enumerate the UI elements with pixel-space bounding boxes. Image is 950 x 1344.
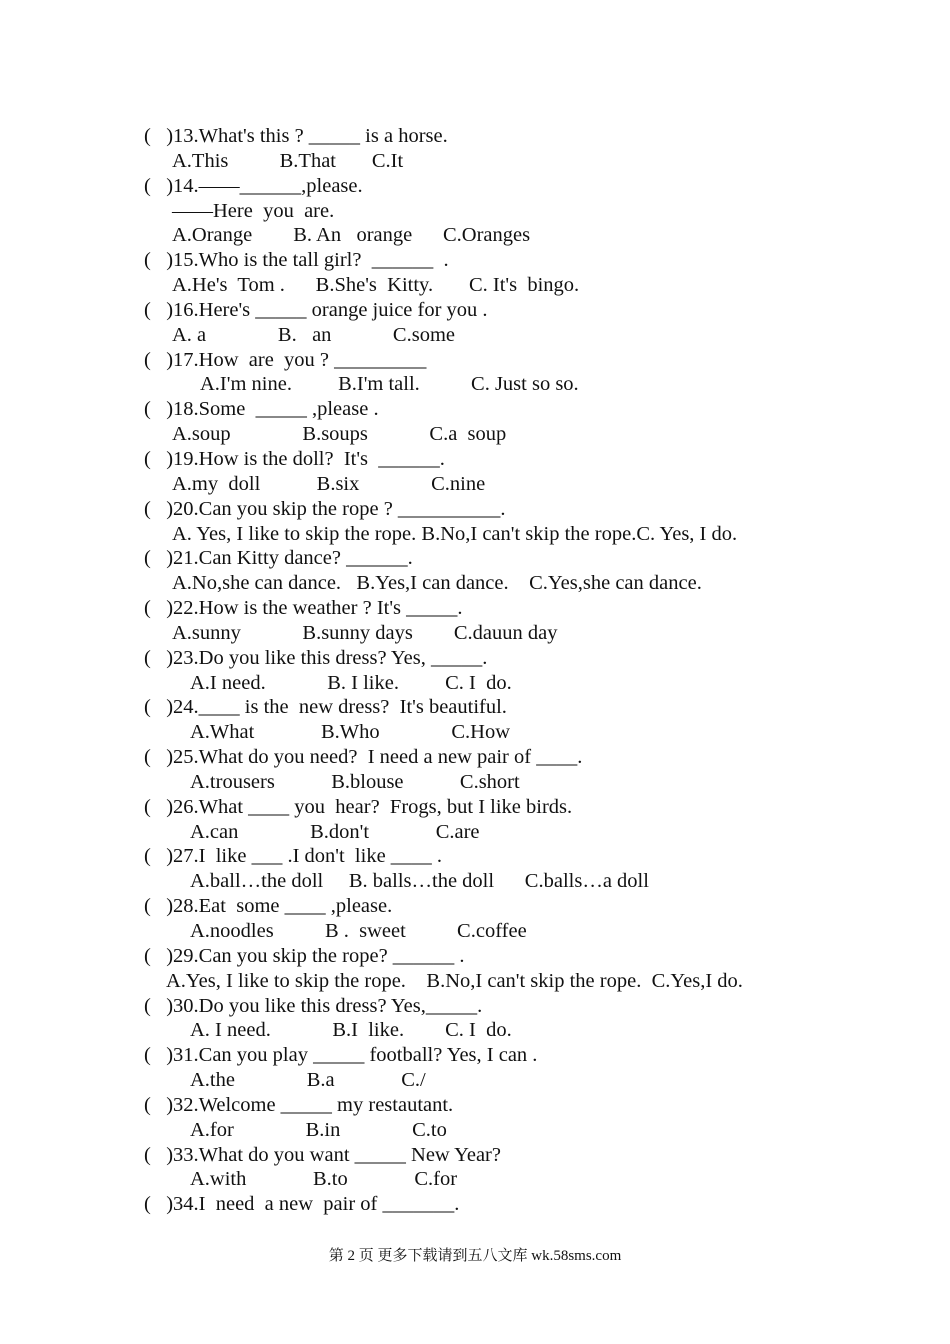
option-line: A.can B.don't C.are xyxy=(190,820,480,843)
option-line: A.sunny B.sunny days C.dauun day xyxy=(172,621,558,644)
option-line: A.I need. B. I like. C. I do. xyxy=(190,671,512,694)
question-line: ( )19.How is the doll? It's ______. xyxy=(144,447,445,470)
question-line: ( )23.Do you like this dress? Yes, _____. xyxy=(144,646,488,669)
option-line: A. a B. an C.some xyxy=(172,323,455,346)
question-list xyxy=(0,124,950,1217)
option-line: A.I'm nine. B.I'm tall. C. Just so so. xyxy=(200,373,579,396)
question-line: ( )29.Can you skip the rope? ______ . xyxy=(144,944,465,967)
option-line: A.the B.a C./ xyxy=(190,1069,426,1092)
option-line: A.soup B.soups C.a soup xyxy=(172,423,507,446)
question-line: ( )22.How is the weather ? It's _____. xyxy=(144,597,463,620)
option-line: A.Orange B. An orange C.Oranges xyxy=(172,224,531,247)
question-line: ( )21.Can Kitty dance? ______. xyxy=(144,547,413,570)
question-line: ( )26.What ____ you hear? Frogs, but I like birds. xyxy=(144,795,573,818)
question-line: ( )24.____ is the new dress? It's beautiful. xyxy=(144,696,507,719)
option-line: A.What B.Who C.How xyxy=(190,721,511,744)
question-line: ( )31.Can you play _____ football? Yes, I can . xyxy=(144,1044,538,1067)
question-line: ( )16.Here's _____ orange juice for you . xyxy=(144,298,488,321)
question-line: ( )32.Welcome _____ my restautant. xyxy=(144,1093,454,1116)
question-line: ( )25.What do you need? I need a new pair of ____. xyxy=(144,746,583,769)
question-line: ( )18.Some _____ ,please . xyxy=(144,398,379,421)
option-line: A.with B.to C.for xyxy=(190,1168,458,1191)
question-line: ( )17.How are you ? _________ xyxy=(144,348,427,371)
question-line: ( )14.——______,please. xyxy=(144,174,363,197)
option-line: A.noodles B . sweet C.coffee xyxy=(190,920,527,942)
question-line: ( )27.I like ___ .I don't like ____ . xyxy=(144,845,443,868)
question-line: ( )30.Do you like this dress? Yes,_____. xyxy=(144,994,483,1017)
option-line: A. I need. B.I like. C. I do. xyxy=(190,1019,512,1042)
option-line: A.trousers B.blouse C.short xyxy=(190,770,520,793)
option-line: ——Here you are. xyxy=(172,199,335,222)
option-line: A.ball…the doll B. balls…the doll C.balls…a doll xyxy=(190,870,649,893)
question-line: ( )33.What do you want _____ New Year? xyxy=(144,1143,501,1166)
option-line: A.He's Tom . B.She's Kitty. C. It's bingo. xyxy=(172,274,580,297)
option-line: A.my doll B.six C.nine xyxy=(172,472,486,495)
question-line: ( )13.What's this ? _____ is a horse. xyxy=(144,125,448,147)
page-footer: 第 2 页 更多下载请到五八文库 wk.58sms.com xyxy=(328,1248,622,1264)
question-line: ( )15.Who is the tall girl? ______ . xyxy=(144,249,449,272)
question-line: ( )28.Eat some ____ ,please. xyxy=(144,895,393,918)
question-line: ( )20.Can you skip the rope ? __________. xyxy=(144,497,506,520)
question-line: ( )34.I need a new pair of _______. xyxy=(144,1193,460,1216)
option-line: A.This B.That C.It xyxy=(172,149,404,172)
option-line: A.for B.in C.to xyxy=(190,1118,447,1141)
option-line: A.No,she can dance. B.Yes,I can dance. C.Yes,she can dance. xyxy=(172,572,702,595)
option-line: A.Yes, I like to skip the rope. B.No,I can't skip the rope. C.Yes,I do. xyxy=(166,969,743,992)
option-line: A. Yes, I like to skip the rope. B.No,I can't skip the rope.C. Yes, I do. xyxy=(172,522,738,545)
